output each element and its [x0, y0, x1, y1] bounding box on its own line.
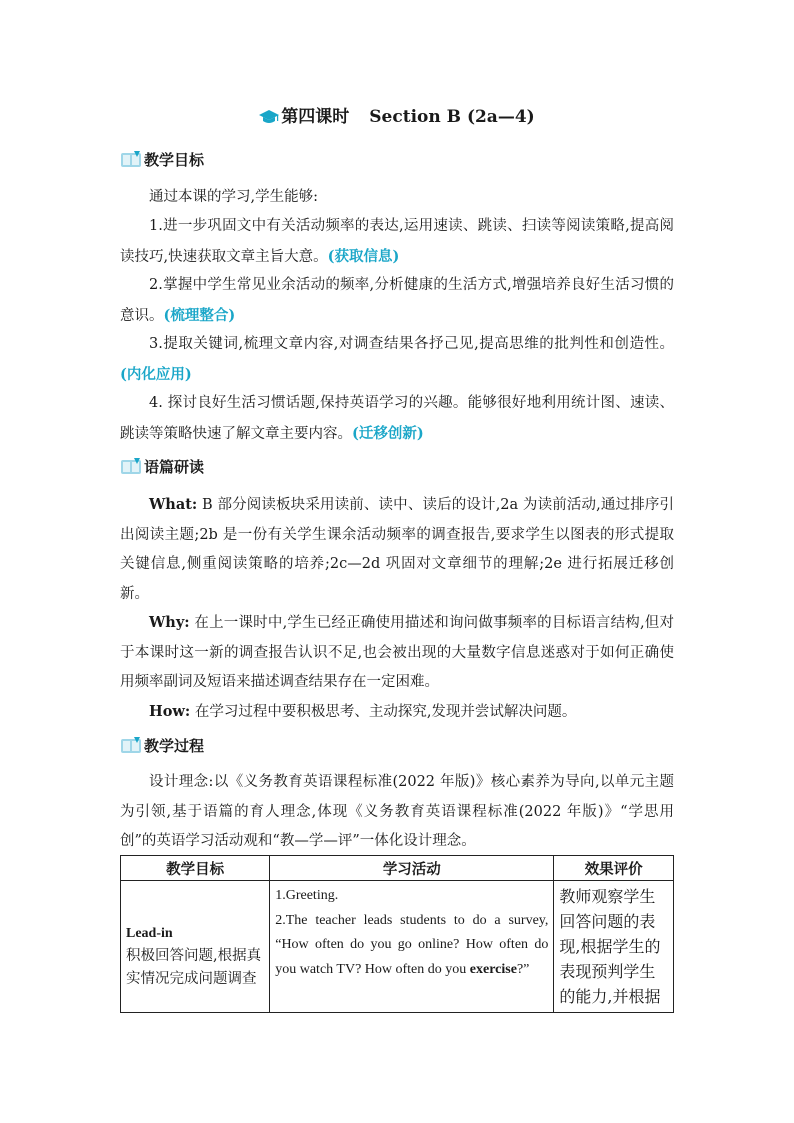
page-title: [0, 104, 794, 130]
activity-item-1: 1.Greeting.: [275, 888, 339, 903]
why-label: Why:: [149, 614, 190, 631]
process-heading: [120, 734, 204, 758]
process-heading-label: 教学过程: [144, 737, 205, 755]
activity-cell: [270, 881, 554, 1013]
section-label: Section B (2a—4): [369, 107, 535, 127]
how-paragraph: How: 在学习过程中要积极思考、主动探究,发现并尝试解决问题。: [149, 703, 577, 720]
table-header-activity: 学习活动: [270, 856, 554, 881]
table-header-row: [121, 856, 674, 881]
what-paragraph: What: B 部分阅读板块采用读前、读中、读后的设计,2a 为读前活动,通过排序引出阅读主题;2b 是一份有关学生课余活动频率的调查报告,要求学生以图表的形式提取关键信息,侧重阅读策略的培养;2c—2d 巩固对文章细节的理解;2e 进行拓展迁移创新。: [120, 496, 674, 602]
goal-cell-title: Lead-in: [126, 926, 173, 941]
teaching-table: [120, 855, 674, 1013]
goal-tag-2: (梳理整合): [163, 306, 236, 324]
table-row: [121, 881, 674, 1013]
book-icon: [120, 150, 142, 170]
goal-item-3: 3.提取关键词,梳理文章内容,对调查结果各抒己见,提高思维的批判性和创造性。(内化应用): [120, 336, 674, 383]
lesson-label: 第四课时: [281, 107, 350, 127]
goal-cell-text: 积极回答问题,根据真实情况完成问题调查: [126, 948, 262, 987]
book-icon: [120, 736, 142, 756]
goal-item-1: 1.进一步巩固文中有关活动频率的表达,运用速读、跳读、扫读等阅读策略,提高阅读技巧,快速获取文章主旨大意。(获取信息): [120, 218, 674, 265]
how-label: How:: [149, 703, 191, 720]
table-header-evaluation: 效果评价: [554, 856, 674, 881]
goals-intro: 通过本课的学习,学生能够:: [149, 189, 318, 205]
goal-tag-4: (迁移创新): [352, 424, 424, 442]
analysis-heading: [120, 455, 204, 479]
goals-heading-label: 教学目标: [144, 151, 205, 169]
goals-heading: [120, 148, 204, 172]
process-intro: 设计理念:以《义务教育英语课程标准(2022 年版)》核心素养为导向,以单元主题为引领,基于语篇的育人理念,体现《义务教育英语课程标准(2022 年版)》“学思用创”的英语学习活动观和“教—学—评”一体化设计理念。: [120, 774, 674, 849]
goal-item-4: 4. 探讨良好生活习惯话题,保持英语学习的兴趣。能够很好地利用统计图、速读、跳读等策略快速了解文章主要内容。(迁移创新): [120, 395, 674, 442]
goal-tag-1: (获取信息): [327, 247, 400, 265]
what-label: What:: [149, 496, 198, 513]
graduation-cap-icon: [259, 109, 279, 125]
evaluation-cell: 教师观察学生回答问题的表现,根据学生的表现预判学生的能力,并根据: [554, 881, 674, 1013]
goal-tag-3: (内化应用): [120, 365, 192, 383]
why-paragraph: Why: 在上一课时中,学生已经正确使用描述和询问做事频率的目标语言结构,但对于本课时这一新的调查报告认识不足,也会被出现的大量数字信息迷惑对于如何正确使用频率副词及短语来描述调查结果存在一定困难。: [120, 614, 674, 690]
goal-item-2: 2.掌握中学生常见业余活动的频率,分析健康的生活方式,增强培养良好生活习惯的意识。(梳理整合): [120, 277, 674, 324]
table-header-goal: 教学目标: [121, 856, 270, 881]
goal-cell: [121, 881, 270, 1013]
analysis-heading-label: 语篇研读: [144, 458, 205, 476]
activity-item-2: 2.The teacher leads students to do a survey, “How often do you go online? How often do you watch TV? How often do you exercise?”: [275, 912, 549, 977]
book-icon: [120, 457, 142, 477]
